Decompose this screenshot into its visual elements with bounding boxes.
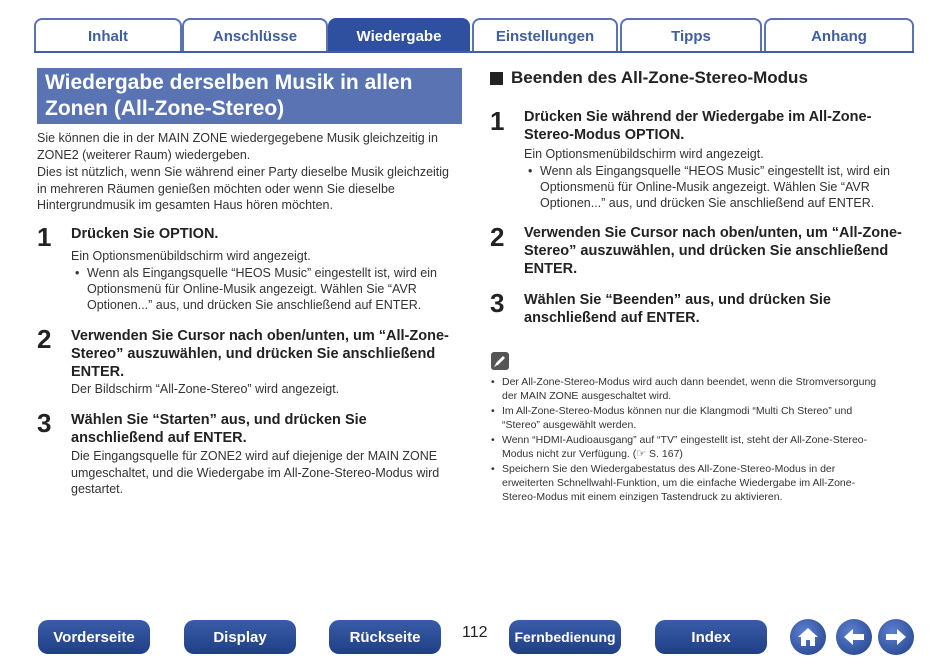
step-heading-line3: ENTER. bbox=[71, 364, 125, 380]
vorderseite-button[interactable]: Vorderseite bbox=[38, 620, 150, 654]
step-heading: Drücken Sie OPTION. bbox=[71, 226, 219, 242]
tab-underline bbox=[34, 51, 914, 53]
section-heading bbox=[490, 68, 808, 88]
reference-hand-icon: ☞ bbox=[636, 448, 647, 460]
step-heading bbox=[524, 291, 831, 327]
note-line2 bbox=[502, 447, 912, 461]
forward-button[interactable] bbox=[878, 619, 914, 655]
step-heading-line1: Drücken Sie während der Wiedergabe im All-Zone- bbox=[524, 109, 872, 125]
back-button[interactable] bbox=[836, 619, 872, 655]
step-text bbox=[71, 448, 439, 498]
fernbedienung-button[interactable]: Fernbedienung bbox=[509, 620, 621, 654]
intro2-line1: Dies ist nützlich, wenn Sie während einer Party dieselbe Musik gleichzeitig bbox=[37, 165, 450, 179]
step-number: 2 bbox=[37, 324, 52, 354]
bullet-dot: • bbox=[528, 164, 533, 178]
note-line2: “Stereo” ausgewählt werden. bbox=[502, 419, 637, 431]
note-line3: Stereo-Modus mit einem einzigen Tastendruck zu aktivieren. bbox=[502, 491, 783, 503]
note-line2: der MAIN ZONE ausgeschaltet wird. bbox=[502, 390, 672, 402]
step-heading-line2: Stereo-Modus OPTION. bbox=[524, 127, 685, 143]
page-title bbox=[37, 68, 462, 124]
note-item bbox=[491, 375, 912, 403]
tab-einstellungen[interactable]: Einstellungen bbox=[472, 18, 618, 52]
step-heading bbox=[71, 411, 367, 447]
step-heading-line2: Stereo” auszuwählen, und drücken Sie anschließend bbox=[524, 243, 889, 259]
intro-paragraph-2 bbox=[37, 164, 449, 214]
bullet-line1: Wenn als Eingangsquelle “HEOS Music” eingestellt ist, wird ein bbox=[87, 266, 437, 280]
forward-arrow-icon bbox=[884, 627, 908, 647]
page-title-line1: Wiedergabe derselben Musik in allen bbox=[45, 71, 413, 94]
step-heading-line3: ENTER. bbox=[524, 261, 578, 277]
bullet-line1: Wenn als Eingangsquelle “HEOS Music” eingestellt ist, wird ein bbox=[540, 164, 890, 178]
step-heading-line2: anschließend auf ENTER. bbox=[524, 310, 700, 326]
step-heading-line2: Stereo” auszuwählen, und drücken Sie anschließend bbox=[71, 346, 436, 362]
tab-wiedergabe[interactable]: Wiedergabe bbox=[328, 18, 470, 52]
step-heading bbox=[71, 327, 449, 381]
intro1-line2: ZONE2 (weiterer Raum) wiedergeben. bbox=[37, 147, 251, 162]
note-line1: Der All-Zone-Stereo-Modus wird auch dann beendet, wenn die Stromversorgung bbox=[502, 376, 877, 388]
note-line1: Speichern Sie den Wiedergabestatus des All-Zone-Stereo-Modus in der bbox=[502, 463, 836, 475]
bullet-line3: Optionen...” aus, und drücken Sie anschließend auf ENTER. bbox=[540, 196, 875, 210]
step-heading-line1: Verwenden Sie Cursor nach oben/unten, um “All-Zone- bbox=[524, 225, 902, 241]
intro1-line1: Sie können die in der MAIN ZONE wiedergegebene Musik gleichzeitig in bbox=[37, 131, 438, 145]
step-number: 1 bbox=[490, 106, 505, 136]
square-bullet-icon bbox=[490, 72, 503, 85]
bullet-dot: • bbox=[491, 405, 495, 417]
step-text-line1: Die Eingangsquelle für ZONE2 wird auf diejenige der MAIN ZONE bbox=[71, 449, 438, 463]
step-bullet bbox=[528, 163, 890, 211]
step-heading-line1: Wählen Sie “Beenden” aus, und drücken Sie bbox=[524, 292, 831, 308]
step-number: 3 bbox=[37, 408, 52, 438]
tab-tipps[interactable]: Tipps bbox=[620, 18, 762, 52]
index-button[interactable]: Index bbox=[655, 620, 767, 654]
page-title-line2: Zonen (All-Zone-Stereo) bbox=[45, 97, 285, 120]
tab-inhalt[interactable]: Inhalt bbox=[34, 18, 182, 52]
intro-paragraph-1 bbox=[37, 130, 438, 163]
note-item bbox=[491, 462, 912, 504]
step-heading-line2: anschließend auf ENTER. bbox=[71, 430, 247, 446]
bullet-dot: • bbox=[75, 266, 80, 280]
bullet-dot: • bbox=[491, 463, 495, 475]
intro2-line2: in mehreren Räumen genießen möchten oder wenn Sie dieselbe bbox=[37, 181, 395, 196]
back-arrow-icon bbox=[842, 627, 866, 647]
tab-anschluesse[interactable]: Anschlüsse bbox=[182, 18, 328, 52]
step-text: Der Bildschirm “All-Zone-Stereo” wird angezeigt. bbox=[71, 382, 340, 396]
intro2-line3: Hintergrundmusik im gesamten Haus hören möchten. bbox=[37, 198, 333, 212]
step-bullet bbox=[75, 265, 437, 313]
bullet-dot: • bbox=[491, 434, 495, 446]
bullet-line3: Optionen...” aus, und drücken Sie anschließend auf ENTER. bbox=[87, 298, 422, 312]
step-heading bbox=[524, 108, 871, 144]
note-item bbox=[491, 433, 912, 461]
page-reference-link[interactable]: S. 167) bbox=[649, 448, 683, 460]
step-text-line2: umgeschaltet, und die Wiedergabe im All-Zone-Stereo-Modus wird bbox=[71, 465, 440, 480]
step-number: 2 bbox=[490, 222, 505, 252]
tab-bar bbox=[30, 16, 916, 54]
step-heading-line1: Wählen Sie “Starten” aus, und drücken Sie bbox=[71, 412, 367, 428]
step-text-line3: gestartet. bbox=[71, 482, 124, 496]
note-line2: erweiterten Schnellwahl-Funktion, um die einfache Wiedergabe im All-Zone- bbox=[502, 477, 856, 489]
step-number: 1 bbox=[37, 222, 52, 252]
rueckseite-button[interactable]: Rückseite bbox=[329, 620, 441, 654]
home-icon bbox=[796, 626, 820, 648]
step-heading-line1: Verwenden Sie Cursor nach oben/unten, um “All-Zone- bbox=[71, 328, 449, 344]
bullet-line2: Optionsmenü für Online-Musik angezeigt. Wählen Sie “AVR bbox=[540, 180, 870, 194]
step-heading bbox=[524, 224, 902, 278]
display-button[interactable]: Display bbox=[184, 620, 296, 654]
home-button[interactable] bbox=[790, 619, 826, 655]
step-number: 3 bbox=[490, 288, 505, 318]
bullet-line2: Optionsmenü für Online-Musik angezeigt. Wählen Sie “AVR bbox=[87, 282, 417, 296]
note-line2-text: Modus nicht zur Verfügung. ( bbox=[502, 448, 637, 460]
bullet-dot: • bbox=[491, 376, 495, 388]
page-number: 112 bbox=[462, 624, 488, 641]
tab-anhang[interactable]: Anhang bbox=[764, 18, 914, 52]
pencil-note-icon bbox=[491, 352, 509, 370]
note-line1: Wenn “HDMI-Audioausgang” auf “TV” eingestellt ist, steht der All-Zone-Stereo- bbox=[502, 434, 868, 446]
note-line1: Im All-Zone-Stereo-Modus können nur die Klangmodi “Multi Ch Stereo” und bbox=[502, 405, 853, 417]
section-heading-text: Beenden des All-Zone-Stereo-Modus bbox=[511, 68, 808, 87]
note-item bbox=[491, 404, 912, 432]
step-text: Ein Optionsmenübildschirm wird angezeigt. bbox=[524, 147, 764, 161]
step-text: Ein Optionsmenübildschirm wird angezeigt. bbox=[71, 249, 311, 263]
